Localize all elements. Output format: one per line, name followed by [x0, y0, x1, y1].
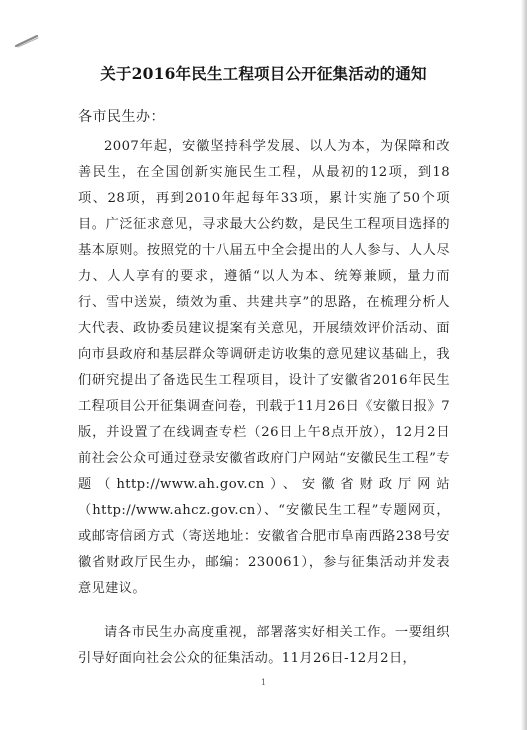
body-paragraph: 请各市民生办高度重视，部署落实好相关工作。一要组织引导好面向社会公众的征集活动。11月26日-12月2日，: [78, 625, 450, 666]
document-title: 关于2016年民生工程项目公开征集活动的通知: [100, 64, 427, 83]
body-paragraph: 2007年起，安徽坚持科学发展、以人为本，为保障和改善民生，在全国创新实施民生工程，从最初的12项，到18项、28项，再到2010年起每年33项，累计实施了50个项目。广泛征求意见，寻求最大公约数，是民生工程项目选择的基本原则。按照党的十八届五中全会提出的人人参与、人人尽力、人人享有的要求，遵循“以人为本、统筹兼顾，量力而行、雪中送炭，绩效为重、共建共享”的思路，在梳理分析人大代表、政协委员建议提案有关意见，开展绩效评价活动、面向市县政府和基层群众等调研走访收集的意见建议基础上，我们研究提出了备选民生工程项目，设计了安徽省2016年民生工程项目公开征集调查问卷，刊载于11月26日《安徽日报》7版，并设置了在线调查专栏（26日上午8点开放），12月2日前社会公众可通过登录安徽省政府门户网站“安徽民生工程”专题（http://www.ah.gov.cn）、安徽省财政厅网站（http://www.ahcz.gov.cn）、“安徽民生工程”专题网页，或邮寄信函方式（寄送地址：安徽省合肥市阜南西路238号安徽省财政厅民生办，邮编：230061），参与征集活动并发表意见建议。: [78, 139, 450, 596]
salutation: 各市民生办：: [78, 109, 165, 125]
scan-edge-shadow: [521, 0, 527, 730]
staple-mark-icon: [14, 34, 40, 48]
page-number: 1: [260, 678, 267, 687]
